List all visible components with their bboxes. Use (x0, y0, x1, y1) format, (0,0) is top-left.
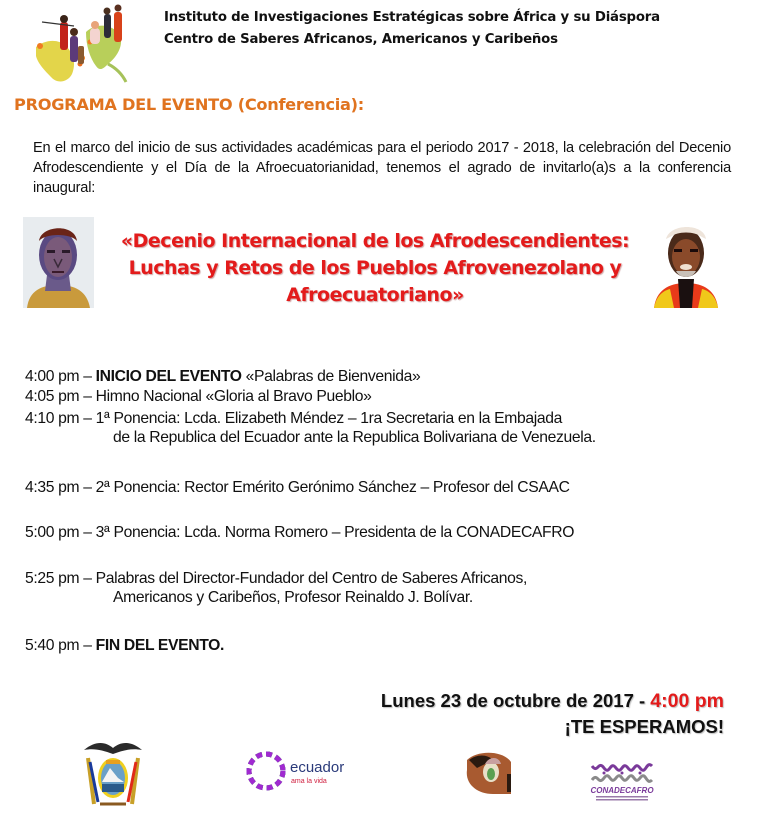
conference-title-line3: Afroecuatoriano» (286, 284, 464, 306)
conadecafro-text: CONADECAFRO (590, 786, 654, 795)
right-portrait (652, 217, 720, 308)
event-date-text: Lunes 23 de octubre de 2017 - (380, 690, 651, 711)
conference-title (110, 228, 640, 309)
ecuador-brand-text: ecuador (290, 759, 345, 776)
schedule-text: Himno Nacional «Gloria al Bravo Pueblo» (91, 388, 372, 405)
portrait-man-icon (23, 217, 94, 308)
schedule-continuation: Americanos y Caribeños, Profesor Reinaldo J. Bolívar. (113, 589, 473, 606)
event-date (381, 690, 724, 713)
schedule-time: 4:05 pm – (25, 388, 92, 405)
intro-paragraph: En el marco del inicio de sus actividades académicas para el periodo 2017 - 2018, la celebración del Decenio Afrodescendiente y el Día de la Afroecuatorianidad, tenemos el agrado de invitarlo(a)s a la conferencia inaugural: (33, 140, 731, 196)
schedule-time: 5:40 pm – (25, 637, 92, 654)
schedule-text: «Palabras de Bienvenida» (241, 368, 421, 385)
schedule-time: 4:10 pm – (25, 410, 92, 427)
coat-of-arms-icon (80, 738, 146, 810)
ecuador-brand-tagline: ama la vida (291, 778, 327, 785)
institute-logo (16, 2, 128, 86)
schedule-item (25, 478, 570, 497)
ecuador-ama-la-vida-logo (240, 742, 348, 800)
schedule-item (25, 387, 371, 406)
ecuador-coat-of-arms (80, 738, 146, 810)
schedule-time: 5:25 pm – (25, 570, 92, 587)
schedule-item (25, 569, 527, 607)
center-name: Centro de Saberes Africanos, Americanos y Caribeños (164, 32, 558, 47)
csaac-emblem-icon (463, 750, 513, 796)
schedule-item (25, 409, 596, 447)
schedule-time: 4:35 pm – (25, 479, 92, 496)
invite-text: ¡TE ESPERAMOS! (564, 716, 724, 737)
portrait-general-icon (652, 217, 720, 308)
conadecafro-logo (588, 758, 656, 802)
schedule-text: 1ª Ponencia: Lcda. Elizabeth Méndez – 1ra Secretaria en la Embajada (91, 410, 562, 427)
left-portrait (23, 217, 94, 308)
conference-title-line1: «Decenio Internacional de los Afrodescendientes: (120, 230, 630, 252)
event-time: 4:00 pm (650, 690, 724, 712)
schedule-time: 4:00 pm – (25, 368, 92, 385)
schedule-text: 3ª Ponencia: Lcda. Norma Romero – Presidenta de la CONADECAFRO (91, 524, 575, 541)
ecuador-brand-icon (240, 742, 348, 800)
conadecafro-emblem-icon (588, 758, 656, 802)
schedule-item (25, 523, 574, 542)
africa-americas-map-logo-icon (16, 2, 128, 86)
institute-name: Instituto de Investigaciones Estratégicas sobre África y su Diáspora (164, 10, 660, 25)
schedule-bold: FIN DEL EVENTO. (95, 637, 225, 654)
schedule-item (25, 367, 420, 386)
csaac-logo (463, 750, 513, 796)
schedule-text: Palabras del Director-Fundador del Centro de Saberes Africanos, (91, 570, 528, 587)
schedule-time: 5:00 pm – (25, 524, 92, 541)
schedule-bold: INICIO DEL EVENTO (95, 368, 242, 385)
program-title: PROGRAMA DEL EVENTO (Conferencia): (14, 95, 364, 114)
schedule-text: 2ª Ponencia: Rector Emérito Gerónimo Sánchez – Profesor del CSAAC (91, 479, 570, 496)
schedule-continuation: de la Republica del Ecuador ante la Republica Bolivariana de Venezuela. (113, 429, 596, 446)
conference-title-line2: Luchas y Retos de los Pueblos Afrovenezolano y (128, 257, 622, 279)
schedule-item (25, 636, 224, 655)
